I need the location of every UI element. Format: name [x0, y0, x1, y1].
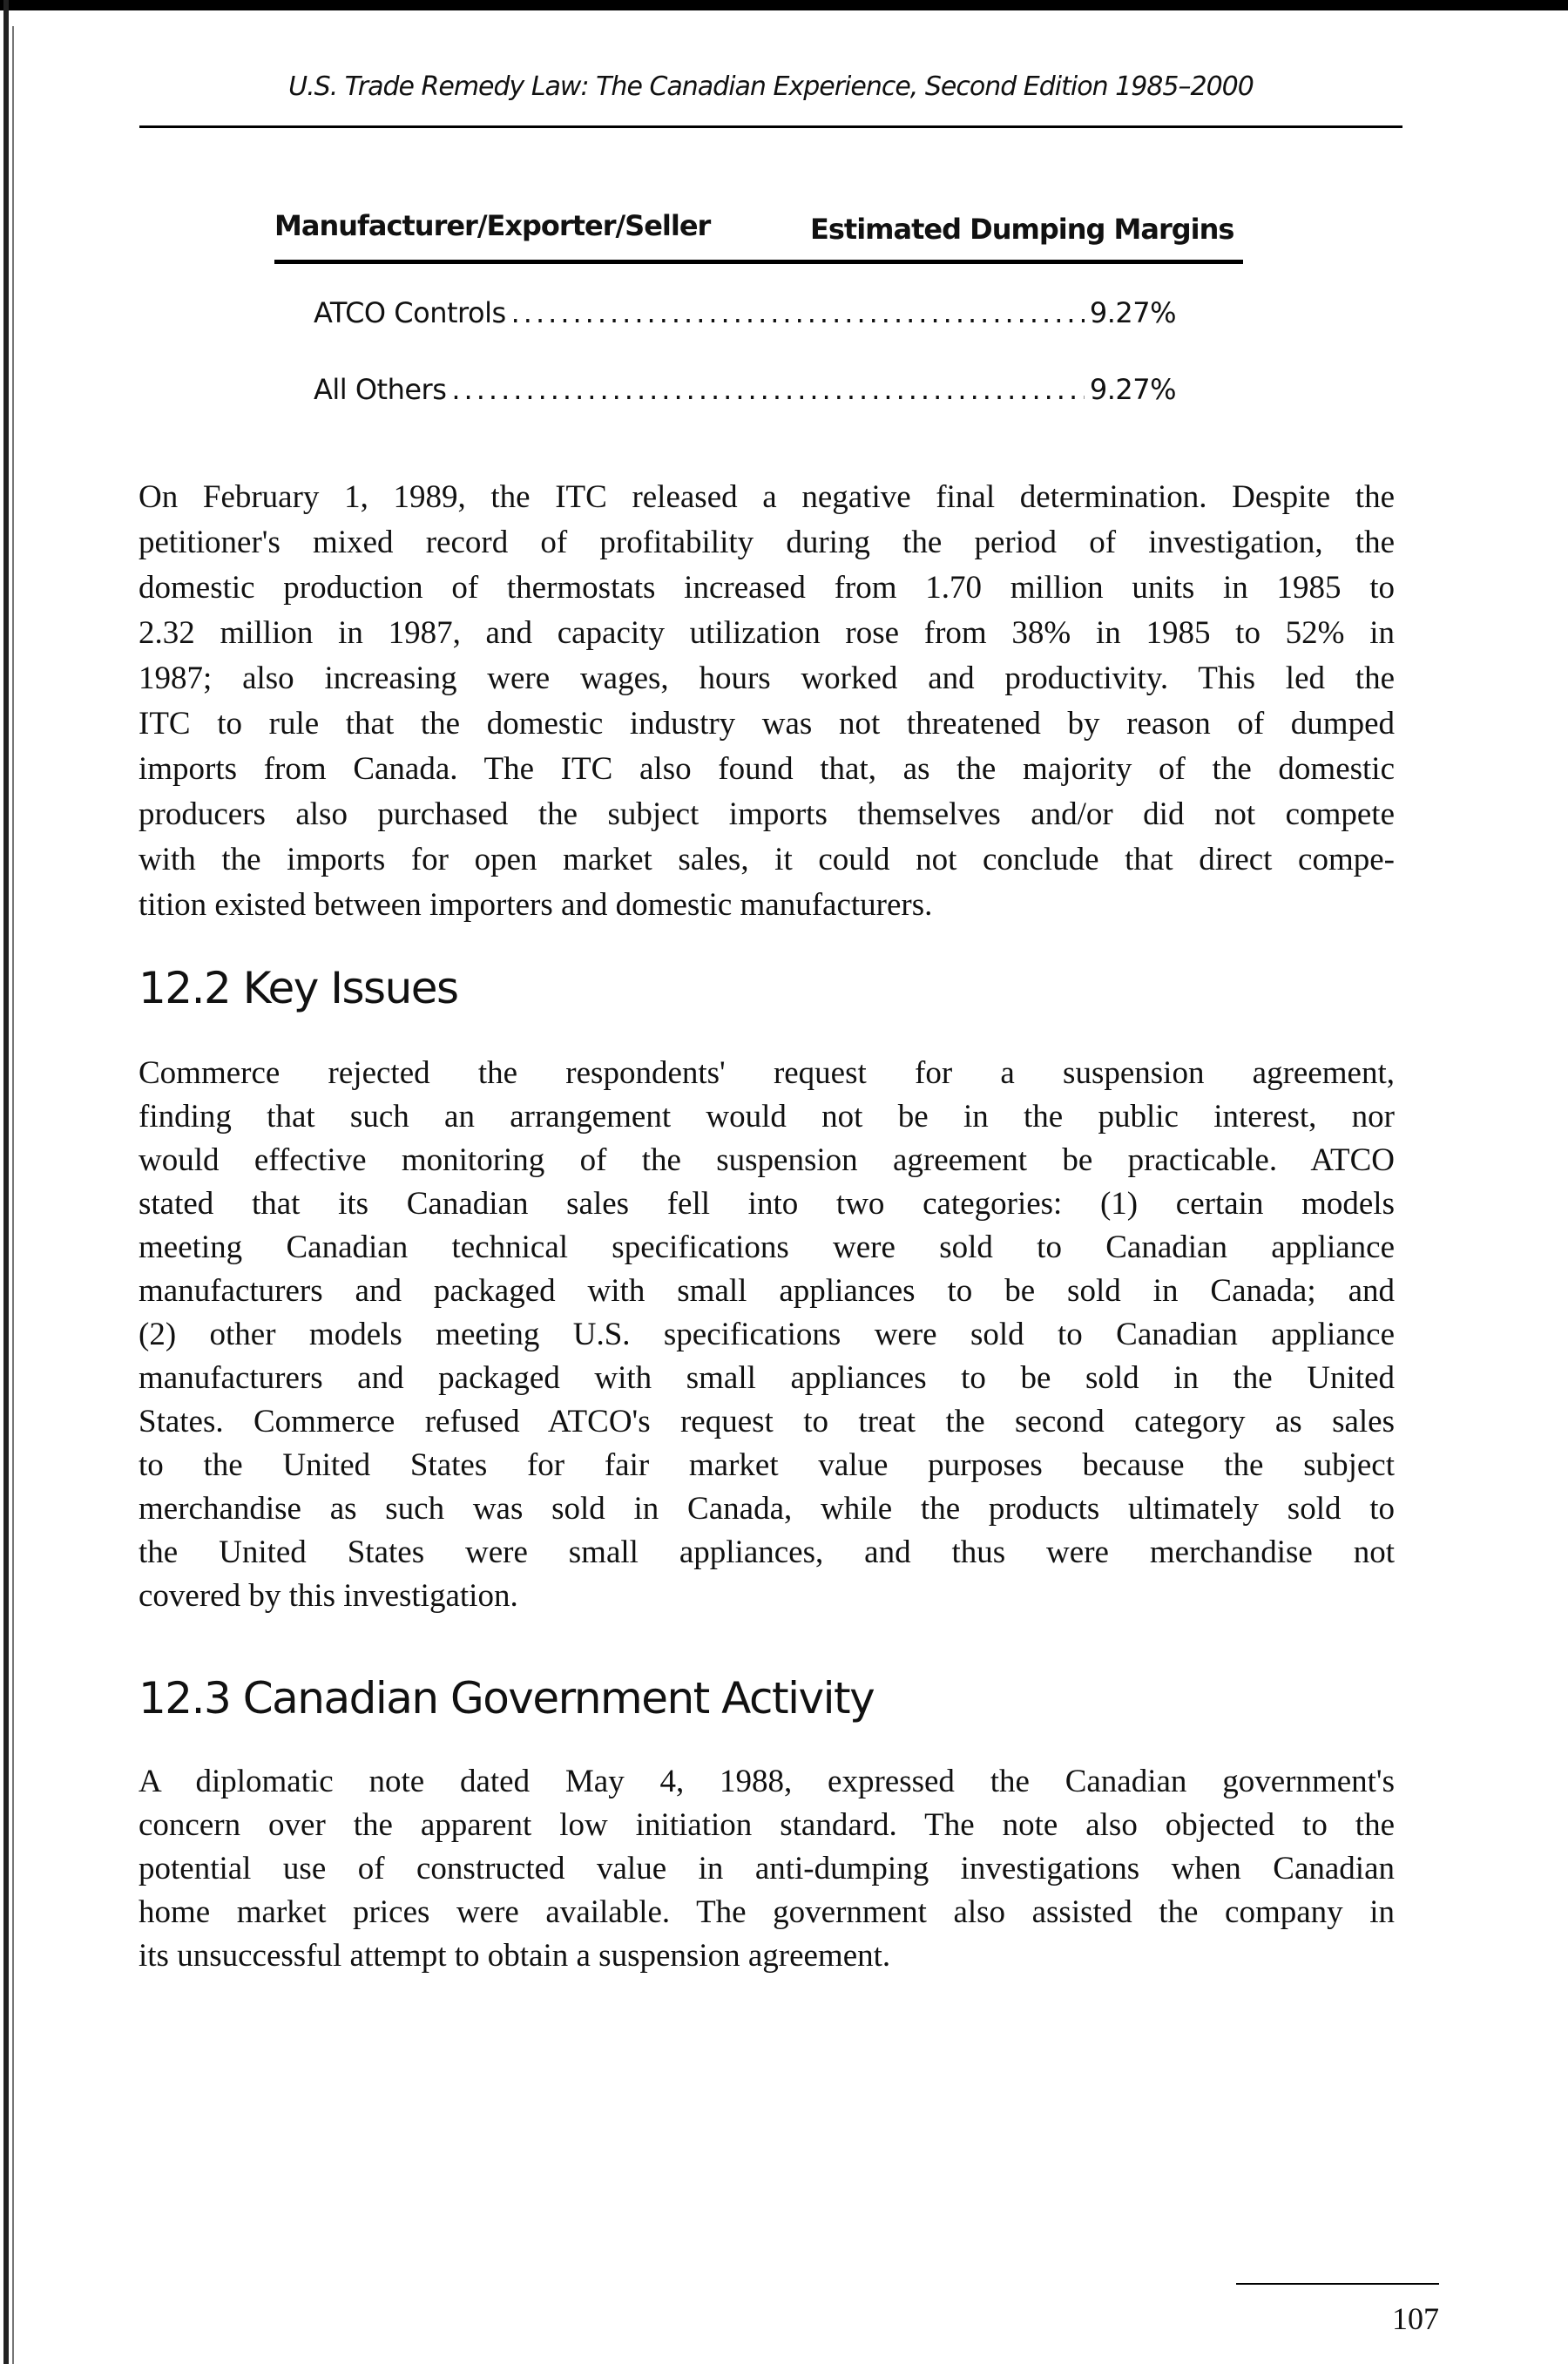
text-line: meeting Canadian technical specifications were sold to Canadian appliance: [139, 1229, 1395, 1265]
text-line: 2.32 million in 1987, and capacity utilization rose from 38% in 1985 to 52% in: [139, 615, 1395, 651]
text-line: with the imports for open market sales, it could not conclude that direct compe-: [139, 842, 1395, 877]
dumping-margin: 9.27%: [1089, 373, 1176, 406]
leader-dots: [451, 373, 1084, 406]
text-line: Commerce rejected the respondents' request for a suspension agreement,: [139, 1055, 1395, 1091]
table-row: [314, 373, 1176, 406]
text-line: tition existed between importers and domestic manufacturers.: [139, 887, 933, 923]
text-line: stated that its Canadian sales fell into two categories: (1) certain models: [139, 1186, 1395, 1222]
text-line: home market prices were available. The government also assisted the company in: [139, 1894, 1395, 1930]
dumping-margin: 9.27%: [1089, 296, 1176, 329]
text-line: producers also purchased the subject imports themselves and/or did not compete: [139, 796, 1395, 832]
text-line: 1987; also increasing were wages, hours worked and productivity. This led the: [139, 660, 1395, 696]
section-heading-key-issues: 12.2 Key Issues: [139, 963, 458, 1013]
text-line: States. Commerce refused ATCO's request to treat the second category as sales: [139, 1404, 1395, 1439]
text-line: its unsuccessful attempt to obtain a suspension agreement.: [139, 1938, 891, 1974]
scan-left-edge: [3, 0, 9, 2364]
text-line: A diplomatic note dated May 4, 1988, expressed the Canadian government's: [139, 1764, 1395, 1799]
footer-rule: [1236, 2283, 1439, 2285]
text-line: concern over the apparent low initiation standard. The note also objected to the: [139, 1807, 1395, 1843]
text-line: manufacturers and packaged with small appliances to be sold in Canada; and: [139, 1273, 1395, 1309]
text-line: imports from Canada. The ITC also found that, as the majority of the domestic: [139, 751, 1395, 787]
text-line: merchandise as such was sold in Canada, while the products ultimately sold to: [139, 1491, 1395, 1527]
text-line: petitioner's mixed record of profitability during the period of investigation, the: [139, 525, 1395, 560]
text-line: (2) other models meeting U.S. specifications were sold to Canadian appliance: [139, 1317, 1395, 1352]
scan-top-edge: [0, 0, 1568, 10]
table-header-rule: [274, 260, 1243, 264]
text-line: domestic production of thermostats increased from 1.70 million units in 1985 to: [139, 570, 1395, 606]
text-line: potential use of constructed value in anti-dumping investigations when Canadian: [139, 1851, 1395, 1886]
running-header: U.S. Trade Remedy Law: The Canadian Experience, Second Edition 1985–2000: [288, 71, 1254, 102]
leader-dots: [511, 296, 1085, 329]
section-heading-government-activity: 12.3 Canadian Government Activity: [139, 1673, 875, 1724]
page-number: 107: [1392, 2301, 1439, 2336]
header-rule: [139, 125, 1402, 128]
paragraph-key-issues: [139, 1052, 1395, 1618]
text-line: covered by this investigation.: [139, 1578, 518, 1614]
text-line: On February 1, 1989, the ITC released a negative final determination. Despite the: [139, 479, 1395, 515]
table-header-seller: Manufacturer/Exporter/Seller: [274, 209, 711, 242]
paragraph-government-activity: [139, 1760, 1395, 1978]
table-row: [314, 296, 1176, 329]
text-line: finding that such an arrangement would not be in the public interest, nor: [139, 1099, 1395, 1135]
table-header-margin: Estimated Dumping Margins: [810, 213, 1234, 246]
text-line: manufacturers and packaged with small appliances to be sold in the United: [139, 1360, 1395, 1396]
text-line: to the United States for fair market value purposes because the subject: [139, 1447, 1395, 1483]
text-line: ITC to rule that the domestic industry was not threatened by reason of dumped: [139, 706, 1395, 742]
text-line: would effective monitoring of the suspension agreement be practicable. ATCO: [139, 1142, 1395, 1178]
paragraph-itc-determination: [139, 475, 1395, 928]
seller-name: All Others: [314, 373, 447, 406]
seller-name: ATCO Controls: [314, 296, 506, 329]
text-line: the United States were small appliances, and thus were merchandise not: [139, 1534, 1395, 1570]
scan-left-edge-inner: [12, 26, 14, 2364]
